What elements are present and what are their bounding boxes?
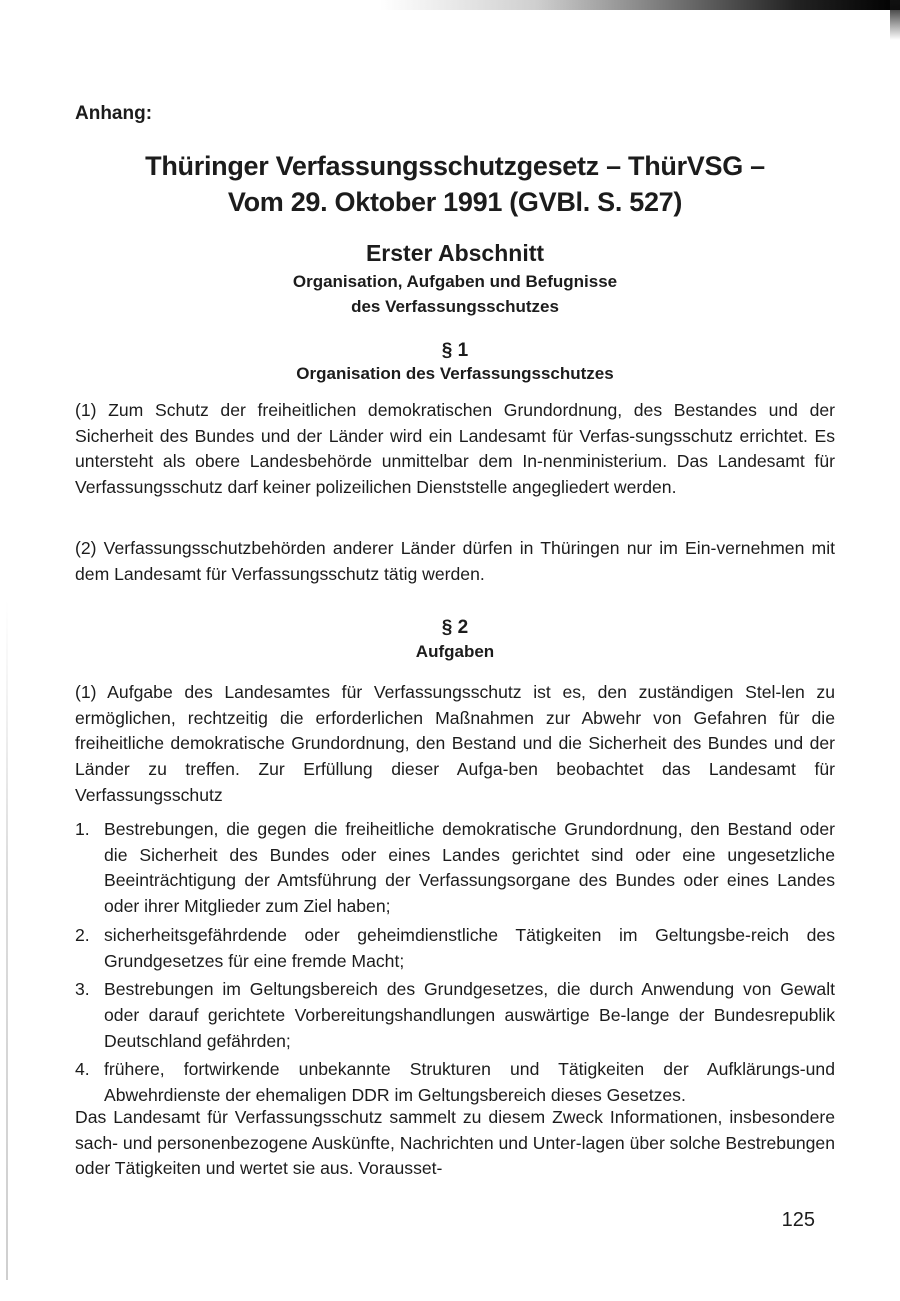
task-list [75,817,835,1112]
list-item-text: frühere, fortwirkende unbekannte Strukturen und Tätigkeiten der Aufklärungs-und Abwehrdienste der ehemaligen DDR im Geltungsbereich dieses Gesetzes. [104,1059,835,1106]
list-item-number: 4. [75,1059,90,1080]
document-title-line-1: Thüringer Verfassungsschutzgesetz – ThürVSG – [145,151,765,181]
list-item-number: 1. [75,819,90,839]
list-item-text: Bestrebungen im Geltungsbereich des Grundgesetzes, die durch Anwendung von Gewalt oder darauf gerichtete Vorbereitungshandlungen auswärtige Be-lange der Bundesrepublik Deutschland gefährden; [104,979,835,1051]
page-number: 125 [781,1209,815,1231]
list-item-text: Bestrebungen, die gegen die freiheitliche demokratische Grundordnung, den Bestand oder die Sicherheit des Bundes oder eines Landes gerichtet sind oder eine ungesetzliche Beeinträchtigung der Amtsführung der Verfassungsorgane des Bundes oder eines Landes oder ihrer Mitglieder zum Ziel haben; [104,819,835,917]
section-heading: Erster Abschnitt [365,240,545,266]
appendix-label: Anhang: [75,103,153,124]
scan-shadow-corner [890,0,900,40]
list-item [75,923,835,974]
paragraph-2-title: Aufgaben [415,642,495,661]
list-item [75,817,835,920]
paragraph-1-title: Organisation des Verfassungsschutzes [296,364,614,383]
list-item [75,1057,835,1108]
scan-shadow-left-edge [6,600,8,1280]
list-item-number: 2. [75,924,90,945]
list-item-number: 3. [75,979,90,1000]
paragraph-1-clause-2: (2) Verfassungsschutzbehörden anderer Länder dürfen in Thüringen nur im Ein-vernehmen mit dem Landesamt für Verfassungsschutz tätig werden. [75,538,835,584]
paragraph-1-clause-1: (1) Zum Schutz der freiheitlichen demokratischen Grundordnung, des Bestandes und der Sicherheit des Bundes und der Länder wird ein Landesamt für Verfas-sungsschutz errichtet. Es untersteht als obere Landesbehörde unmittelbar dem In-nenministerium. Das Landesamt für Verfassungsschutz darf keiner polizeilichen Dienststelle angegliedert werden. [75,400,835,498]
paragraph-1-mark: § 1 [441,340,469,361]
document-title-line-2: Vom 29. Oktober 1991 (GVBl. S. 527) [227,187,683,217]
scan-shadow-top [380,0,900,10]
list-item-text: sicherheitsgefährdende oder geheimdienstliche Tätigkeiten im Geltungsbe-reich des Grundgesetzes für eine fremde Macht; [104,924,835,971]
section-subtitle-line-1: Organisation, Aufgaben und Befugnisse [292,272,618,291]
paragraph-2-closing: Das Landesamt für Verfassungsschutz sammelt zu diesem Zweck Informationen, insbesondere sach- und personenbezogene Auskünfte, Nachrichten und Unter-lagen über solche Bestrebungen oder Tätigkeiten und wertet sie aus. Vorausset- [75,1107,835,1179]
section-subtitle-line-2: des Verfassungsschutzes [351,297,559,316]
list-item [75,977,835,1054]
paragraph-2-clause-1: (1) Aufgabe des Landesamtes für Verfassungsschutz ist es, den zuständigen Stel-len zu ermöglichen, rechtzeitig die erforderlichen Maßnahmen zur Abwehr von Gefahren für die freiheitliche demokratische Grundordnung, den Bestand und die Sicherheit des Bundes und der Länder zu treffen. Zur Erfüllung dieser Aufga-ben beobachtet das Landesamt für Verfassungsschutz [75,682,835,805]
paragraph-2-mark: § 2 [441,617,469,638]
